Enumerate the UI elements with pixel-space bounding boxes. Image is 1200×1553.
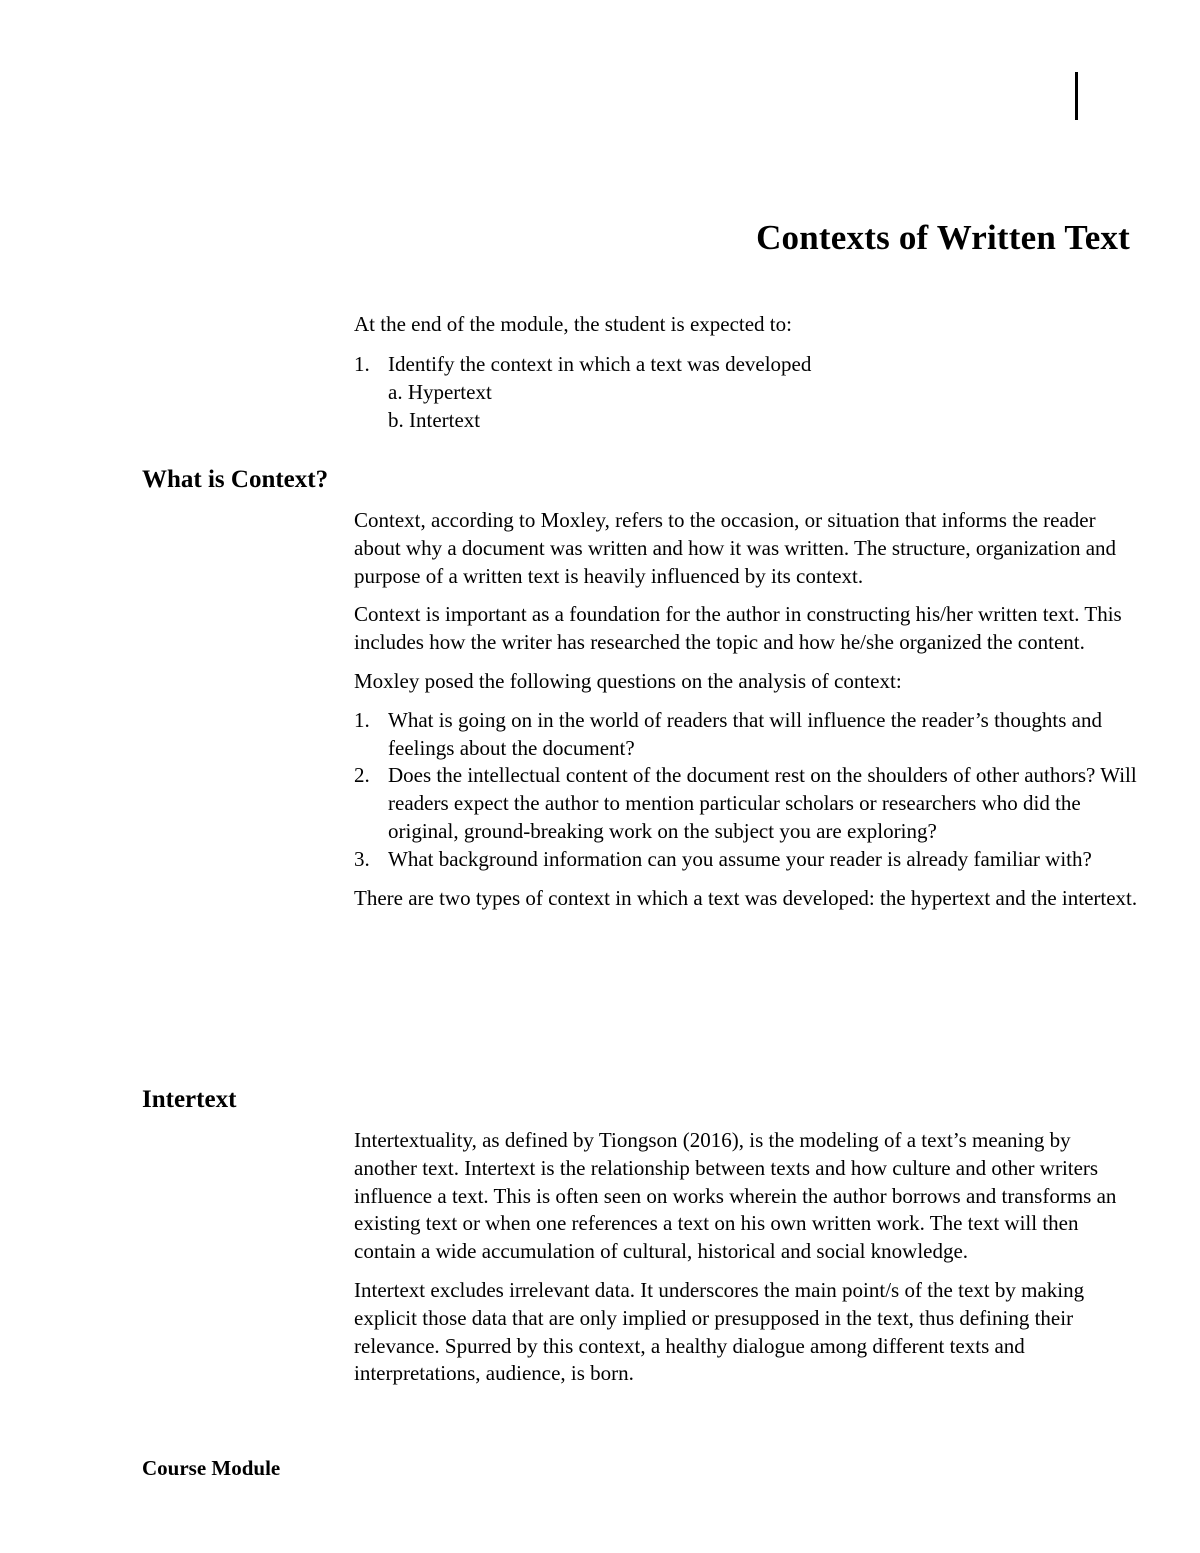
question-number: 3. <box>354 846 370 871</box>
intertext-paragraph: Intertextuality, as defined by Tiongson (2016), is the modeling of a text’s meaning by another text. Intertext is the relationship between texts and how culture and other writers influence a text. This is often seen on works wherein the author borrows and transforms an existing text or when one references a text on his own written work. The text will then contain a wide accumulation of cultural, historical and social knowledge. <box>354 1128 1117 1264</box>
objective-subitem-intertext: b. Intertext <box>388 407 481 432</box>
intertext-section-body <box>354 1127 1138 1399</box>
objectives-intro-text: At the end of the module, the student is expected to: <box>354 312 792 336</box>
context-section-body <box>354 507 1138 923</box>
intertext-paragraph: Intertext excludes irrelevant data. It underscores the main point/s of the text by making explicit those data that are only implied or presupposed in the text, thus defining their relevance. Spurred by this context, a healthy dialogue among different texts and interpretations, audience, is born. <box>354 1277 1085 1386</box>
context-questions-list <box>354 707 1138 874</box>
question-text: What is going on in the world of readers that will influence the reader’s thoughts and feelings about the document? <box>388 707 1102 760</box>
question-item <box>354 762 1138 845</box>
footer-course-module: Course Module <box>142 1456 281 1480</box>
objectives-list <box>354 351 1138 434</box>
objective-number: 1. <box>354 352 370 376</box>
section-heading-intertext: Intertext <box>142 1086 237 1113</box>
objective-item <box>354 351 1138 379</box>
context-paragraph: Moxley posed the following questions on the analysis of context: <box>354 668 902 693</box>
document-title: Contexts of Written Text <box>756 218 1130 257</box>
question-text: Does the intellectual content of the document rest on the shoulders of other authors? Will readers expect the author to mention particular scholars or researchers who did the original, ground-breaking work on the subject you are exploring? <box>388 763 1137 843</box>
section-heading-context: What is Context? <box>142 466 329 493</box>
context-closing-paragraph: There are two types of context in which a text was developed: the hypertext and the intertext. <box>354 885 1138 910</box>
question-number: 1. <box>354 707 370 732</box>
objective-subitem-hypertext: a. Hypertext <box>388 379 492 404</box>
objectives-intro <box>354 311 1138 339</box>
question-item <box>354 707 1138 763</box>
objective-text: Identify the context in which a text was developed <box>388 352 812 376</box>
context-paragraph: Context is important as a foundation for the author in constructing his/her written text. This includes how the writer has researched the topic and how he/she organized the content. <box>354 602 1122 655</box>
question-item <box>354 846 1138 874</box>
page-marker-line <box>1075 72 1078 120</box>
context-paragraph: Context, according to Moxley, refers to the occasion, or situation that informs the reader about why a document was written and how it was written. The structure, organization and purpose of a written text is heavily influenced by its context. <box>354 508 1117 588</box>
question-text: What background information can you assume your reader is already familiar with? <box>388 846 1092 871</box>
question-number: 2. <box>354 763 370 788</box>
